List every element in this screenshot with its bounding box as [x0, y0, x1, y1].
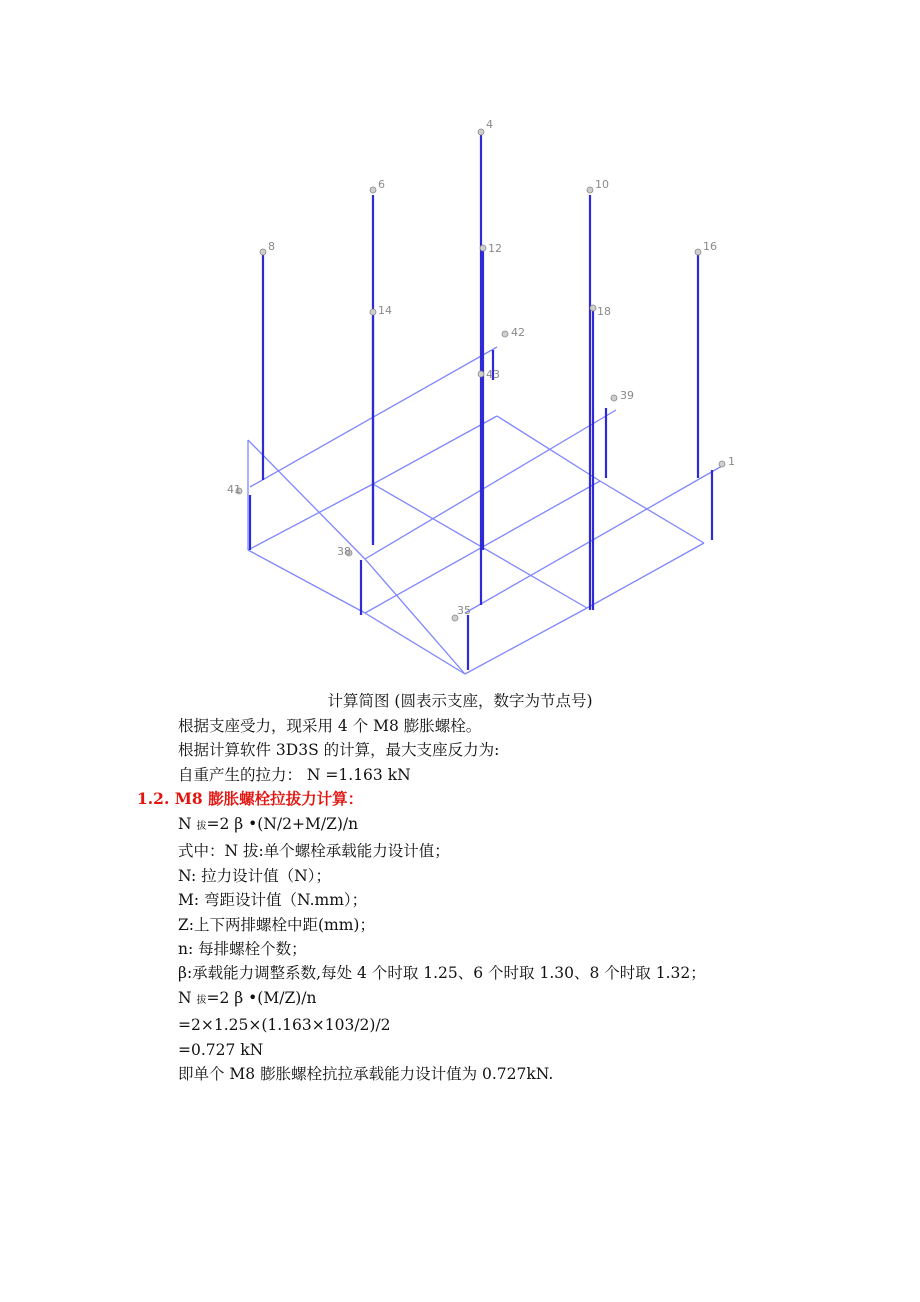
- intro-line-tension: 自重产生的拉力： N =1.163 kN: [178, 765, 411, 784]
- definition-z: Z:上下两排螺栓中距(mm)；: [178, 915, 375, 934]
- base-frame-edge: [248, 484, 373, 550]
- support-circle: [502, 331, 508, 337]
- node-label: 14: [378, 304, 392, 317]
- base-frame: [248, 347, 722, 674]
- support-circle: [478, 129, 484, 135]
- node-label: 38: [337, 545, 351, 558]
- node-label: 16: [703, 240, 717, 253]
- support-circle: [587, 187, 593, 193]
- intro-line-bolts: 根据支座受力，现采用 4 个 M8 膨胀螺栓。: [178, 717, 482, 735]
- node-label: 41: [227, 483, 241, 496]
- support-circle: [719, 461, 725, 467]
- base-frame-edge: [373, 416, 497, 484]
- node-label: 18: [597, 305, 611, 318]
- definition-beta: β:承载能力调整系数,每处 4 个时取 1.25、6 个时取 1.30、8 个时取 1.32；: [178, 964, 706, 983]
- support-circle: [370, 187, 376, 193]
- figure-caption: 计算简图 (圆表示支座，数字为节点号): [327, 692, 593, 710]
- node-label: 10: [595, 178, 609, 191]
- definition-where: 式中：N 拔:单个螺栓承载能力设计值；: [178, 842, 450, 861]
- node-label: 1: [728, 455, 735, 468]
- formula-symbol: N: [178, 815, 197, 833]
- support-circle: [590, 305, 596, 311]
- support-circle: [480, 245, 486, 251]
- formula-expression: =2 β •(M/Z)/n: [206, 988, 317, 1007]
- calculation-step-2: =0.727 kN: [178, 1040, 264, 1059]
- upper-beam: [365, 410, 616, 559]
- calculation-step-1: =2×1.25×(1.163×103/2)/2: [178, 1016, 391, 1035]
- base-grid-line: [365, 613, 465, 674]
- support-circle: [478, 371, 484, 377]
- node-label: 43: [486, 368, 500, 381]
- formula-subscript: 拔: [196, 821, 207, 832]
- node-label: 35: [457, 604, 471, 617]
- formula-block: [178, 812, 706, 1086]
- formula-symbol: N: [178, 988, 197, 1007]
- section-heading: 1.2. M8 膨胀螺栓拉拔力计算：: [137, 789, 364, 808]
- vertical-members: [250, 135, 712, 670]
- formula-subscript: 拔: [196, 994, 207, 1006]
- definition-m: M: 弯距设计值（N.mm）；: [178, 891, 368, 910]
- formula-expression: =2 β •(N/2+M/Z)/n: [206, 815, 359, 833]
- intro-paragraphs: [178, 714, 499, 787]
- formula-general: [178, 812, 706, 839]
- formula-applied: [178, 986, 706, 1013]
- base-frame-edge: [465, 608, 587, 674]
- support-circle: [611, 395, 617, 401]
- node-label: 4: [486, 118, 493, 131]
- definition-count: n: 每排螺栓个数；: [178, 940, 307, 959]
- support-circle: [370, 309, 376, 315]
- conclusion-line: 即单个 M8 膨胀螺栓抗拉承载能力设计值为 0.727kN.: [178, 1065, 554, 1084]
- base-frame-edge: [600, 481, 704, 543]
- support-circle: [695, 249, 701, 255]
- node-label: 12: [488, 242, 502, 255]
- definition-n: N: 拉力设计值（N）；: [178, 866, 331, 885]
- intro-line-software: 根据计算软件 3D3S 的计算，最大支座反力为:: [178, 741, 500, 760]
- node-label: 6: [378, 178, 385, 191]
- support-circle: [260, 249, 266, 255]
- node-label: 39: [620, 389, 634, 402]
- node-label: 42: [511, 326, 525, 339]
- node-label: 8: [268, 240, 275, 253]
- structural-calculation-diagram: [225, 110, 745, 690]
- base-frame-edge: [587, 543, 704, 608]
- base-frame-edge: [365, 559, 465, 674]
- base-grid-line: [248, 550, 365, 613]
